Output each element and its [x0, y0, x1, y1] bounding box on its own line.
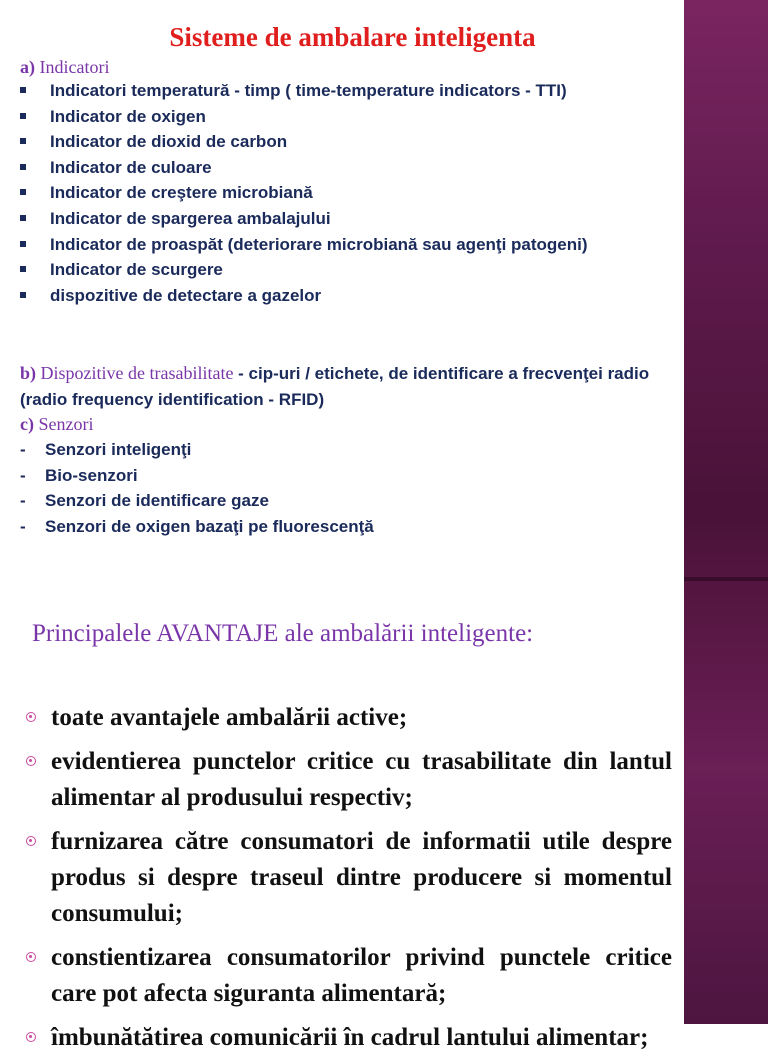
section-c-label: Senzori	[38, 414, 94, 434]
square-bullet-icon	[20, 164, 26, 170]
list-item: Indicator de proaspăt (deteriorare microbiană sau agenţi patogeni)	[20, 232, 670, 258]
sensors-list	[20, 437, 670, 539]
dash-bullet: -	[20, 516, 26, 536]
list-item: evidentierea punctelor critice cu trasabilitate din lantul alimentar al produsului respectiv;	[26, 744, 672, 816]
advantages-title: Principalele AVANTAJE ale ambalării inteligente:	[32, 620, 534, 647]
square-bullet-icon	[20, 138, 26, 144]
section-a-label: Indicatori	[39, 57, 110, 77]
list-item: furnizarea către consumatori de informatii utile despre produs si despre traseul dintre producere si momentul consumului;	[26, 824, 672, 932]
list-item: Indicator de scurgere	[20, 257, 670, 283]
circle-bullet-icon	[26, 756, 36, 766]
decorative-sidebar	[684, 0, 768, 1024]
list-item: toate avantajele ambalării active;	[26, 700, 672, 736]
square-bullet-icon	[20, 215, 26, 221]
square-bullet-icon	[20, 241, 26, 247]
square-bullet-icon	[20, 87, 26, 93]
circle-bullet-icon	[26, 952, 36, 962]
list-item: constientizarea consumatorilor privind punctele critice care pot afecta siguranta alimentară;	[26, 940, 672, 1012]
sidebar-divider	[684, 577, 768, 581]
square-bullet-icon	[20, 266, 26, 272]
list-item: - Senzori de oxigen bazaţi pe fluorescenţă	[20, 514, 670, 540]
square-bullet-icon	[20, 189, 26, 195]
section-a-heading	[20, 56, 109, 78]
list-item: - Bio-senzori	[20, 463, 670, 489]
circle-bullet-icon	[26, 1032, 36, 1042]
list-item: dispozitive de detectare a gazelor	[20, 283, 670, 309]
square-bullet-icon	[20, 292, 26, 298]
section-c-heading	[20, 413, 93, 435]
advantages-list	[26, 700, 672, 1064]
list-item: Indicator de dioxid de carbon	[20, 129, 670, 155]
section-b	[20, 361, 680, 412]
section-a-letter: a)	[20, 57, 35, 77]
page-title: Sisteme de ambalare inteligenta	[169, 22, 536, 52]
indicators-list	[20, 78, 670, 308]
list-item: Indicator de culoare	[20, 155, 670, 181]
list-item: - Senzori inteligenţi	[20, 437, 670, 463]
list-item: - Senzori de identificare gaze	[20, 488, 670, 514]
section-c-letter: c)	[20, 414, 34, 434]
dash-bullet: -	[20, 440, 26, 459]
list-item: Indicatori temperatură - timp ( time-temperature indicators - TTI)	[20, 78, 670, 104]
section-b-text: - cip-uri / etichete, de identificare a frecvenţei radio (radio frequency identification - RFID)	[20, 364, 650, 409]
section-b-heading: b) Dispozitive de trasabilitate	[20, 363, 234, 383]
list-item: Indicator de oxigen	[20, 104, 670, 130]
list-item: îmbunătătirea comunicării în cadrul lantului alimentar;	[26, 1020, 672, 1056]
dash-bullet: -	[20, 491, 26, 511]
circle-bullet-icon	[26, 836, 36, 846]
list-item: Indicator de spargerea ambalajului	[20, 206, 670, 232]
dash-bullet: -	[20, 465, 26, 485]
circle-bullet-icon	[26, 712, 36, 722]
list-item: Indicator de creştere microbiană	[20, 180, 670, 206]
square-bullet-icon	[20, 113, 26, 119]
